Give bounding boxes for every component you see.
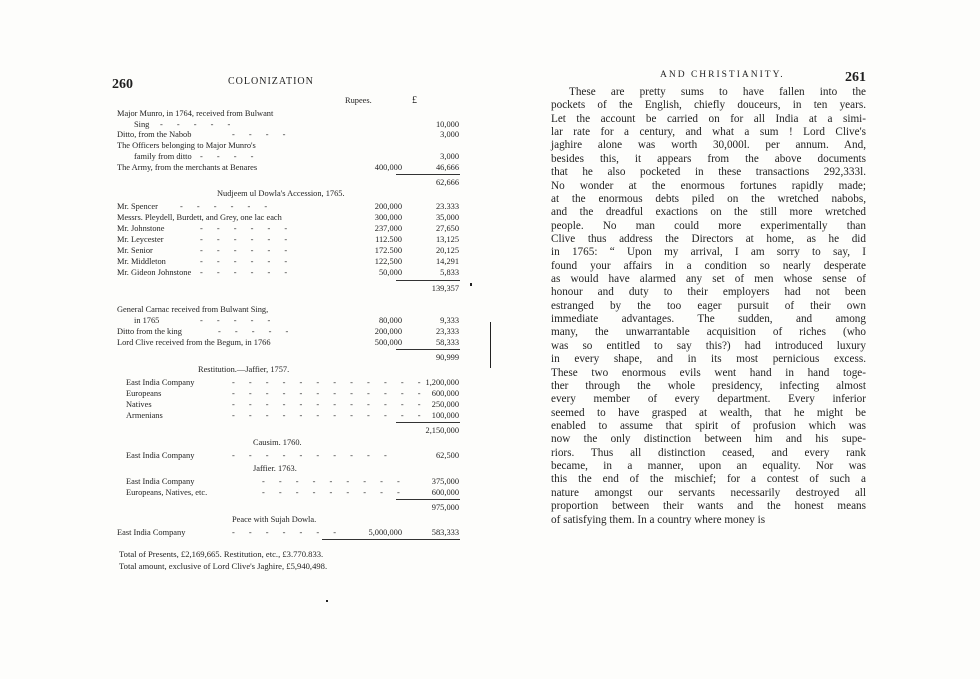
leader-dashes: - - - - - - xyxy=(180,202,274,211)
row-label: Natives xyxy=(126,400,152,409)
body-line: These are pretty sums to have fallen into the xyxy=(569,86,866,98)
body-line: in every shape, and in its most pernicious excess. xyxy=(551,353,866,366)
row-label: East India Company xyxy=(126,378,195,387)
pounds-value: 23,333 xyxy=(435,327,459,336)
body-line: immediate advantages. The sudden, and among xyxy=(551,313,866,326)
pounds-value: 14,291 xyxy=(435,257,459,266)
subtotal: 62,666 xyxy=(435,178,459,187)
section-heading: Causim. 1760. xyxy=(253,438,302,447)
leader-dashes: - - - - xyxy=(200,152,260,161)
total-presents-note: Total of Presents, £2,169,665. Restitution, etc., £3.770.833. xyxy=(119,549,324,559)
body-line: in 1765: “ Upon my arrival, I am sorry to say, I xyxy=(551,246,866,259)
body-line: proportion between their wants and the honest means xyxy=(551,500,866,513)
pounds-value: 27,650 xyxy=(435,224,459,233)
rupees-value: 400,000 xyxy=(374,163,402,172)
total-amount-note: Total amount, exclusive of Lord Clive's Jaghire, £5,940,498. xyxy=(119,561,328,571)
body-line: every member of every department. Every inferior xyxy=(551,393,866,406)
body-line: many, the unwarrantable acquisition of riches (who xyxy=(551,326,866,339)
pounds-value: 5,833 xyxy=(440,268,459,277)
pounds-value: 62,500 xyxy=(435,451,459,460)
page-number: 261 xyxy=(845,70,866,85)
leader-dashes: - - - - - xyxy=(218,327,295,336)
rupees-value: 237,000 xyxy=(374,224,402,233)
sum-rule xyxy=(396,422,460,423)
pounds-value: 600,000 xyxy=(431,389,459,398)
row-label: Mr. Leycester xyxy=(117,235,164,244)
body-line: was so entitled to say this?) had introduced luxury xyxy=(551,339,866,352)
column-header-pounds: £ xyxy=(412,95,417,106)
leader-dashes: - - - - - - - - - - - - xyxy=(232,400,427,409)
body-line: Clive thus address the Directors at home, as he did xyxy=(551,232,866,245)
body-line: enabled to assume that spirit of profusion which was xyxy=(551,420,866,432)
pounds-value: 13,125 xyxy=(435,235,459,244)
body-line: besides this, it appears from the above documents xyxy=(551,152,866,165)
section-heading: Nudjeem ul Dowla's Accession, 1765. xyxy=(217,189,345,198)
body-line: riors. Thus all distinction ceased, and every rank xyxy=(551,446,866,459)
body-line: pockets of the English, chiefly douceurs, in ten years. xyxy=(551,99,866,112)
subtotal: 975,000 xyxy=(431,503,459,512)
pounds-value: 23.333 xyxy=(435,202,459,211)
row-label: family from ditto xyxy=(134,152,192,161)
rupees-value: 5,000,000 xyxy=(368,528,402,537)
leader-dashes: - - - - - - xyxy=(200,235,294,244)
row-label: Major Munro, in 1764, received from Bulwant xyxy=(117,109,274,118)
row-label: East India Company xyxy=(126,451,195,460)
rupees-value: 200,000 xyxy=(374,202,402,211)
rupees-value: 50,000 xyxy=(378,268,402,277)
pounds-value: 3,000 xyxy=(440,152,459,161)
rupees-value: 500,000 xyxy=(374,338,402,347)
subtotal: 139,357 xyxy=(431,284,459,293)
sum-rule xyxy=(396,174,460,175)
running-head: AND CHRISTIANITY. xyxy=(660,70,785,80)
pounds-value: 600,000 xyxy=(431,488,459,497)
row-label: Armenians xyxy=(126,411,163,420)
scan-mark xyxy=(326,600,328,602)
body-line: at the enormous debts piled on the wretched nabobs, xyxy=(551,192,866,205)
leader-dashes: - - - - - - - - - - - - xyxy=(232,411,427,420)
row-label: Lord Clive received from the Begum, in 1766 xyxy=(117,338,271,347)
body-line: of satisfying them. In a country where money is xyxy=(551,513,766,526)
subtotal: 2,150,000 xyxy=(425,426,459,435)
sum-rule xyxy=(396,280,460,281)
row-label: Sing xyxy=(134,120,150,129)
ledger-row xyxy=(0,487,490,499)
row-label: East India Company xyxy=(117,528,186,537)
leader-dashes: - - - - - - - - - - - - xyxy=(232,389,427,398)
section-heading: Jaffier. 1763. xyxy=(253,464,297,473)
leader-dashes: - - - - - - - - - xyxy=(262,488,406,497)
row-label: Mr. Senior xyxy=(117,246,153,255)
body-line: found your affairs in a condition so nearly desperate xyxy=(551,259,866,272)
row-label: Mr. Johnstone xyxy=(117,224,165,233)
body-line: seemed to have grasped at wealth, that he might be xyxy=(551,406,866,419)
running-head: COLONIZATION xyxy=(228,76,314,87)
row-label: Mr. Spencer xyxy=(117,202,158,211)
row-label: The Officers belonging to Major Munro's xyxy=(117,141,256,150)
pounds-value: 35,000 xyxy=(435,213,459,222)
leader-dashes: - - - - - - - xyxy=(232,528,343,537)
body-line: lar rate for a century, and what a sum ! Lord Clive's xyxy=(551,126,866,139)
row-label: The Army, from the merchants at Benares xyxy=(117,163,258,172)
row-label: Ditto from the king xyxy=(117,327,182,336)
pounds-value: 58,333 xyxy=(435,338,459,347)
row-label: Mr. Gideon Johnstone xyxy=(117,268,192,277)
page-number: 260 xyxy=(112,77,133,92)
section-heading: Peace with Sujah Dowla. xyxy=(232,515,317,524)
scan-mark xyxy=(490,322,491,368)
rupees-value: 122,500 xyxy=(374,257,402,266)
row-label: Europeans xyxy=(126,389,162,398)
ledger-row xyxy=(0,527,490,539)
section-heading: Restitution.—Jaffier, 1757. xyxy=(198,365,290,374)
row-label: Mr. Middleton xyxy=(117,257,166,266)
body-line: estranged by the too eager pursuit of their own xyxy=(551,299,866,312)
sum-rule xyxy=(396,349,460,350)
pounds-value: 3,000 xyxy=(440,130,459,139)
body-line: that he also pocketed in these transactions 292,333l. xyxy=(551,166,866,179)
body-line: jaghire alone was worth 30,000l. per annum. And, xyxy=(551,139,866,152)
body-line: and the dreadful exactions on the still more wretched xyxy=(551,206,866,219)
pounds-value: 46,666 xyxy=(435,163,459,172)
ledger-row xyxy=(0,337,490,349)
column-header-rupees: Rupees. xyxy=(345,96,372,105)
rupees-value: 112.500 xyxy=(375,235,402,244)
row-label: Ditto, from the Nabob xyxy=(117,130,192,139)
leader-dashes: - - - - - - xyxy=(200,246,294,255)
ledger-row xyxy=(0,267,490,279)
ledger-row xyxy=(0,450,490,462)
sum-rule xyxy=(396,499,460,500)
ledger-row xyxy=(0,410,490,422)
body-line: No wonder at the enormous fortunes rapidly made; xyxy=(551,179,866,192)
rupees-value: 200,000 xyxy=(374,327,402,336)
row-label: East India Company xyxy=(126,477,195,486)
pounds-value: 1,200,000 xyxy=(425,378,459,387)
body-line: ther through the whole presidency, infecting almost xyxy=(551,379,866,392)
leader-dashes: - - - - - - - - - - - - xyxy=(232,378,427,387)
body-line: honour and duty to their employers had not been xyxy=(551,286,866,299)
leader-dashes: - - - - - - xyxy=(200,224,294,233)
body-line: now the only distinction between him and his supe- xyxy=(551,433,866,446)
scan-mark xyxy=(470,283,472,286)
rupees-value: 300,000 xyxy=(374,213,402,222)
row-label: General Carnac received from Bulwant Sing, xyxy=(117,305,269,314)
body-line: These two enormous evils went hand in hand toge- xyxy=(551,366,866,379)
pounds-value: 375,000 xyxy=(431,477,459,486)
row-label: Messrs. Pleydell, Burdett, and Grey, one lac each xyxy=(117,213,282,222)
pounds-value: 10,000 xyxy=(435,120,459,129)
leader-dashes: - - - - - - - - - - xyxy=(232,451,393,460)
sum-rule xyxy=(322,539,460,540)
pounds-value: 100,000 xyxy=(431,411,459,420)
subtotal: 90,999 xyxy=(435,353,459,362)
row-label: in 1765 xyxy=(134,316,160,325)
body-line: became, in a manner, upon an equality. Nor was xyxy=(551,460,866,473)
row-label: Europeans, Natives, etc. xyxy=(126,488,208,497)
body-line: nature amongst our servants necessarily destroyed all xyxy=(551,486,866,499)
body-line: as would have alarmed any set of men whose sense of xyxy=(551,273,866,286)
leader-dashes: - - - - - - - - - xyxy=(262,477,406,486)
body-line: Let the account be carried on for all India at a simi- xyxy=(551,112,866,125)
pounds-value: 9,333 xyxy=(440,316,459,325)
leader-dashes: - - - - - xyxy=(200,316,277,325)
rupees-value: 172.500 xyxy=(374,246,402,255)
body-line: people. No man could more experimentally than xyxy=(551,219,866,232)
body-line: this the end of the mischief; for a contest of such a xyxy=(551,473,866,486)
leader-dashes: - - - - xyxy=(232,130,292,139)
pounds-value: 250,000 xyxy=(431,400,459,409)
leader-dashes: - - - - - xyxy=(160,120,237,129)
leader-dashes: - - - - - - xyxy=(200,257,294,266)
pounds-value: 20,125 xyxy=(435,246,459,255)
ledger-row xyxy=(0,162,490,174)
pounds-value: 583,333 xyxy=(431,528,459,537)
rupees-value: 80,000 xyxy=(378,316,402,325)
leader-dashes: - - - - - - xyxy=(200,268,294,277)
